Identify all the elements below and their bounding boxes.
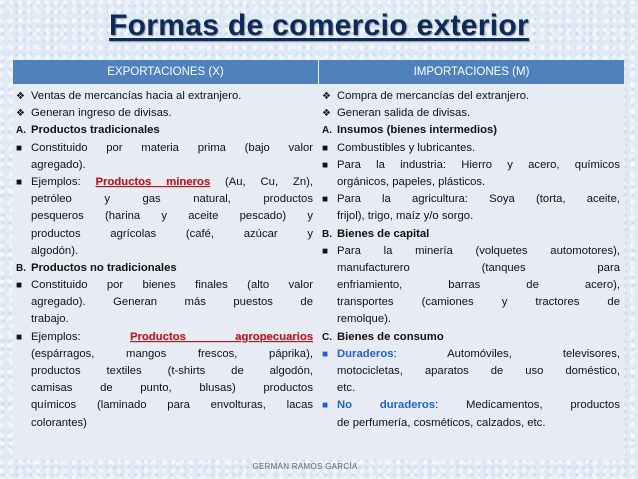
square-bullet-icon: ■ xyxy=(322,142,329,154)
exportaciones-column: ❖ Ventas de mercancías hacia al extranjero. ❖ Generan ingreso de divisas. A. Productos tradicionales ■ Constituido por materia prima (bajo valor agregado). ■ Ejemplos: Productos mineros (Au, Cu, Zn), petróleo y gas natural, productos pesqueros (harina y aceite pescado) y productos agrícolas (café, azúcar y algodón). B. Productos no tradicionales ■ Constituido por bienes finales (alto valor agregado). Generan más puestos de trabajo. ■ Ejemplos: Productos agropecuarios (espárragos, mangos frescos, páprika), productos textiles (t-shirts de algodón, camisas de punto, blusas) productos químicos (laminado para envolturas, lacas colorantes) xyxy=(16,90,313,429)
list-item: ❖ Generan ingreso de divisas. xyxy=(16,105,313,122)
square-bullet-icon: ■ xyxy=(322,245,329,257)
diamond-bullet-icon: ❖ xyxy=(322,91,331,102)
square-bullet-icon: ■ xyxy=(322,159,329,171)
section-heading: A. Insumos (bienes intermedios) xyxy=(322,124,498,137)
list-item: ■ Duraderos: Automóviles, televisores, xyxy=(322,346,620,363)
list-item: ❖ Compra de mercancías del extranjero. xyxy=(322,88,620,105)
section-heading: B. Productos no tradicionales xyxy=(16,261,177,274)
square-bullet-icon: ■ xyxy=(322,194,329,206)
header-importaciones: IMPORTACIONES (M) xyxy=(319,60,624,84)
diamond-bullet-icon: ❖ xyxy=(16,91,25,102)
square-bullet-icon: ■ xyxy=(16,331,23,343)
section-heading: C. Bienes de consumo xyxy=(322,330,444,343)
highlight-productos-agropecuarios: Productos agropecuarios xyxy=(129,330,313,343)
footer-author: GERMÁN RAMOS GARCÍA xyxy=(252,462,358,471)
highlight-no-duraderos: No duraderos xyxy=(337,399,436,412)
list-item: ■ Constituido por materia prima (bajo valor xyxy=(16,140,313,157)
section-heading: A. Productos tradicionales xyxy=(16,124,160,137)
square-bullet-icon: ■ xyxy=(322,348,329,360)
importaciones-column: ❖ Compra de mercancías del extranjero. ❖ Generan salida de divisas. A. Insumos (bienes intermedios) ■ Combustibles y lubricantes. ■ Para la industria: Hierro y acero, químicos orgánicos, papeles, plásticos. ■ Para la agricultura: Soya (torta, aceite, frijol), trigo, maíz y/o sorgo. B. Bienes de capital ■ Para la minería (volquetes automotores), manufacturero (tanques para enfriamiento, barras de acero), transportes (camiones y tractores de remolque). C. Bienes de consumo ■ Duraderos: Automóviles, televisores, motocicletas, aparatos de uso doméstico, etc. ■ No duraderos: Medicamentos, productos de perfumería, cosméticos, calzados, etc. xyxy=(322,90,620,429)
list-item: ❖ Ventas de mercancías hacia al extranjero. xyxy=(16,88,313,105)
list-item: ■ Para la industria: Hierro y acero, químicos xyxy=(322,157,620,174)
highlight-productos-mineros: Productos mineros xyxy=(95,175,211,188)
list-item: ■ Para la agricultura: Soya (torta, aceite, xyxy=(322,191,620,208)
diamond-bullet-icon: ❖ xyxy=(16,108,25,120)
list-item: ❖ Generan salida de divisas. xyxy=(322,105,620,122)
header-exportaciones: EXPORTACIONES (X) xyxy=(13,60,318,84)
comparison-table xyxy=(13,60,624,460)
square-bullet-icon: ■ xyxy=(16,280,23,292)
square-bullet-icon: ■ xyxy=(16,176,23,188)
square-bullet-icon: ■ xyxy=(16,142,23,154)
page-title: Formas de comercio exterior xyxy=(109,9,529,42)
list-item: ■ Ejemplos: Productos mineros (Au, Cu, Zn), xyxy=(16,174,313,191)
diamond-bullet-icon: ❖ xyxy=(322,108,331,120)
highlight-duraderos: Duraderos xyxy=(337,347,394,360)
list-item: ■ Para la minería (volquetes automotores), xyxy=(322,243,620,260)
list-item: ■ Combustibles y lubricantes. xyxy=(322,140,620,157)
square-bullet-icon: ■ xyxy=(322,400,329,412)
list-item: ■ Constituido por bienes finales (alto valor xyxy=(16,277,313,294)
section-heading: B. Bienes de capital xyxy=(322,227,430,240)
list-item: ■ No duraderos: Medicamentos, productos xyxy=(322,397,620,414)
list-item: ■ Ejemplos: Productos agropecuarios xyxy=(16,329,313,346)
